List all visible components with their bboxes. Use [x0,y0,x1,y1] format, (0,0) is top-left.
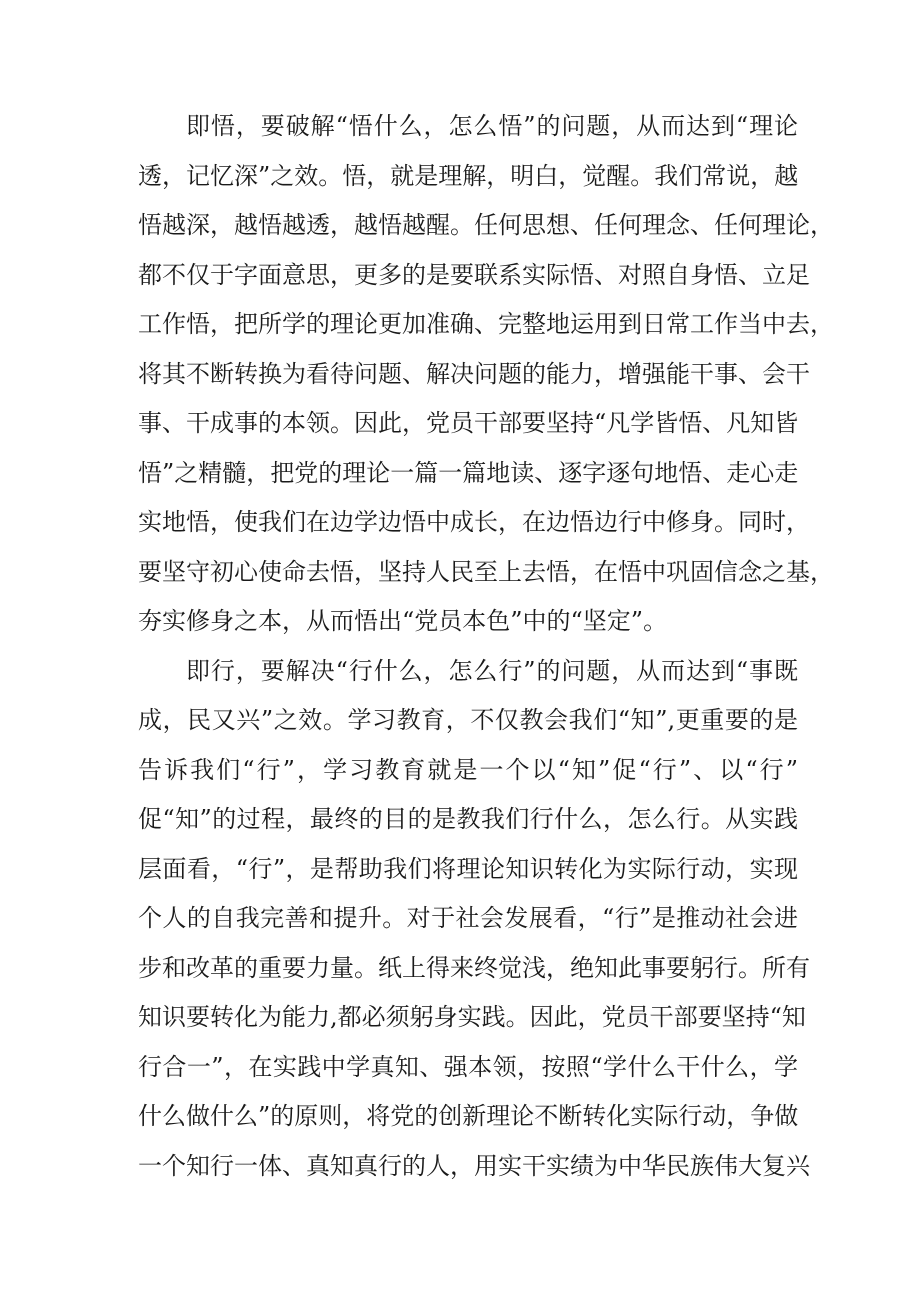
text-line: 即行，要解决“行什么，怎么行”的问题，从而达到“事既 [186,656,798,685]
document-page [138,102,834,1191]
paragraph-xing [138,647,810,1192]
text-line: 夯实修身之本，从而悟出“党员本色”中的“坚定”。 [138,607,668,635]
text-line: 步和改革的重要力量。纸上得来终觉浅，绝知此事要躬行。所有 [138,953,810,982]
text-line: 即悟，要破解“悟什么，怎么悟”的问题，从而达到“理论 [186,112,798,140]
text-line: 告诉我们“行”，学习教育就是一个以“知”促“行”、以“行” [138,755,798,784]
text-line: 层面看，“行”，是帮助我们将理论知识转化为实际行动，实现 [138,854,798,883]
text-line: 个人的自我完善和提升。对于社会发展看，“行”是推动社会进 [138,904,798,932]
text-line: 事、干成事的本领。因此，党员干部要坚持“凡学皆悟、凡知皆 [138,409,799,437]
text-line: 要坚守初心使命去悟，坚持人民至上去悟，在悟中巩固信念之基， [138,557,834,586]
text-line: 工作悟，把所学的理论更加准确、完整地运用到日常工作当中去， [138,310,834,338]
text-line: 一个知行一体、真知真行的人，用实干实绩为中华民族伟大复兴 [138,1151,810,1180]
text-line: 悟越深，越悟越透，越悟越醒。任何思想、任何理念、任何理论， [138,211,834,239]
text-line: 悟”之精髓，把党的理论一篇一篇地读、逐字逐句地悟、走心走 [138,458,799,487]
text-line: 将其不断转换为看待问题、解决问题的能力，增强能干事、会干 [138,359,810,388]
text-line: 透，记忆深”之效。悟，就是理解，明白，觉醒。我们常说，越 [138,161,799,190]
paragraph-wu [138,102,834,647]
text-line: 都不仅于字面意思，更多的是要联系实际悟、对照自身悟、立足 [138,260,810,289]
text-line: 行合一”，在实践中学真知、强本领，按照“学什么干什么，学 [138,1052,798,1081]
text-line: 实地悟，使我们在边学边悟中成长，在边悟边行中修身。同时， [138,508,810,536]
text-line: 什么做什么”的原则，将党的创新理论不断转化实际行动，争做 [138,1102,799,1130]
text-line: 成，民又兴”之效。学习教育，不仅教会我们“知”,更重要的是 [138,706,798,734]
text-line: 知识要转化为能力,都必须躬身实践。因此，党员干部要坚持“知 [138,1003,806,1031]
text-line: 促“知”的过程，最终的目的是教我们行什么，怎么行。从实践 [138,805,798,833]
